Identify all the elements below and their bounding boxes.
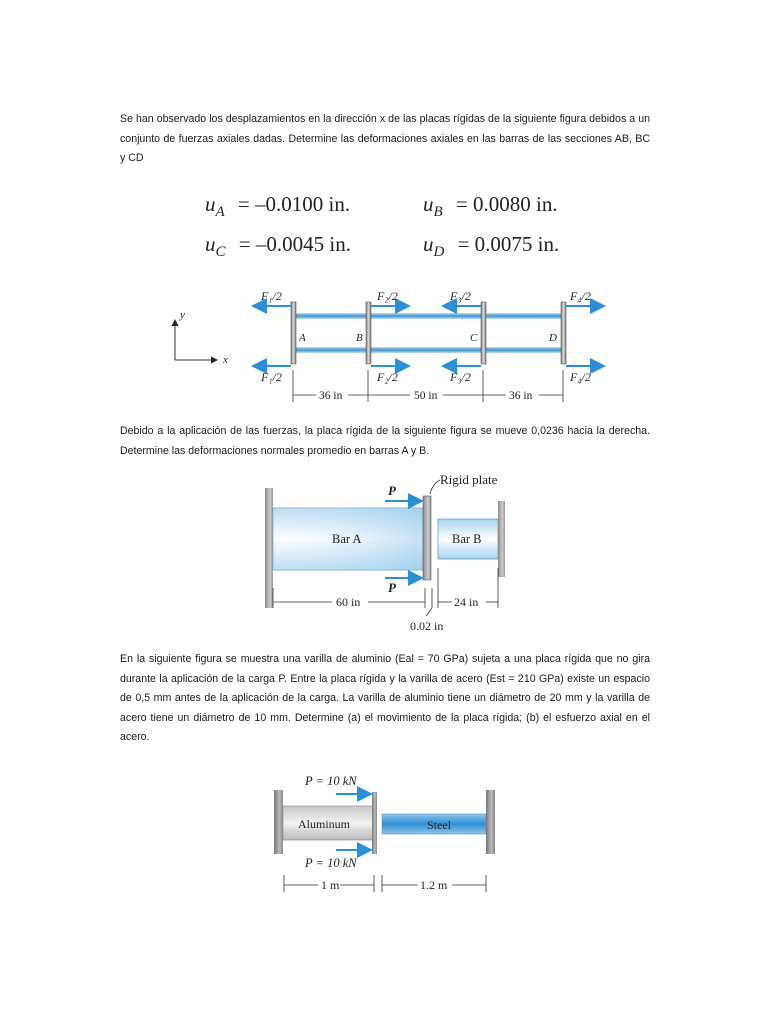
plate-b (366, 302, 371, 364)
dim-aluminum: 1 m (321, 878, 340, 892)
load-label-top: P = 10 kN (305, 774, 357, 788)
rigid-plate (372, 792, 377, 854)
force-label-bottom-1: F₁/2 (261, 370, 282, 384)
force-label-bottom-2: F₂/2 (377, 370, 398, 384)
dim-ab: 36 in (319, 390, 343, 402)
dim-bc: 50 in (414, 390, 438, 402)
load-label-bottom: P (388, 580, 396, 595)
plate-a (291, 302, 296, 364)
problem1-text: Se han observado los desplazamientos en la dirección x de las placas rígidas de la siguiente figura debidos a un conjunto de fuerzas axiales dadas. Determine las deformaciones axiales en las barras de las secciones AB, BC y CD (120, 113, 650, 164)
rod-steel-label: Steel (427, 818, 451, 832)
load-label-bottom: P = 10 kN (305, 856, 357, 870)
figure-rigid-plates (165, 280, 615, 410)
force-label-top-4: F₄/2 (570, 289, 591, 303)
load-label-top: P (388, 483, 396, 498)
rigid-plate (423, 496, 431, 580)
rod-bottom (293, 347, 565, 353)
equation-ud: $u_D = 0.0075$ in. (423, 232, 560, 261)
plate-label-a: A (299, 332, 306, 344)
plate-label-d: D (549, 332, 557, 344)
problem3-text: En la siguiente figura se muestra una varilla de aluminio (Eal = 70 GPa) sujeta a una placa rígida que no gira durante la aplicación de la carga P. Entre la placa rígida y la varilla de acero (Est = 210 GPa) existe un espacio de 0,5 mm antes de la aplicación de la carga. La varilla de aluminio tiene un diámetro de 20 mm y la varilla de acero tiene un diámetro de 10 mm. Determine (a) el movimiento de la placa rígida; (b) el esfuerzo axial en el acero. (120, 653, 650, 743)
problem2-text: Debido a la aplicación de las fuerzas, la placa rígida de la siguiente figura se mueve 0,0236 hacia la derecha. Determine las deformaciones normales promedio en barras A y B. (120, 425, 650, 457)
wall-left (274, 790, 283, 854)
figure-bars-rigid-plate (260, 468, 530, 638)
rod-aluminum-label: Aluminum (298, 817, 351, 831)
y-axis-label: y (180, 309, 185, 321)
bar-a-label: Bar A (332, 532, 362, 546)
force-label-top-1: F₁/2 (261, 289, 282, 303)
rod-top (293, 313, 565, 319)
equation-uc: $u_C = -0.0045$ in. (205, 232, 351, 261)
rigid-plate-label: Rigid plate (440, 472, 498, 487)
force-label-top-2: F₂/2 (377, 289, 398, 303)
equation-ub: $u_B = 0.0080$ in. (423, 192, 558, 221)
gap-label: 0.02 in (410, 619, 444, 633)
x-axis-label: x (223, 354, 228, 366)
wall-right (486, 790, 495, 854)
force-label-bottom-3: F₃/2 (450, 370, 471, 384)
bar-b-label: Bar B (452, 532, 482, 546)
dim-cd: 36 in (509, 390, 533, 402)
force-label-top-3: F₃/2 (450, 289, 471, 303)
dim-bar-a: 60 in (336, 595, 361, 609)
wall-left (265, 488, 273, 608)
plate-label-b: B (356, 332, 363, 344)
plate-label-c: C (470, 332, 478, 344)
wall-right (498, 501, 505, 577)
figure-aluminum-steel (270, 770, 510, 895)
equation-ua: $u_A = -0.0100$ in. (205, 192, 351, 221)
dim-steel: 1.2 m (420, 878, 448, 892)
dim-bar-b: 24 in (454, 595, 479, 609)
plate-d (561, 302, 566, 364)
plate-c (481, 302, 486, 364)
force-label-bottom-4: F₄/2 (570, 370, 591, 384)
